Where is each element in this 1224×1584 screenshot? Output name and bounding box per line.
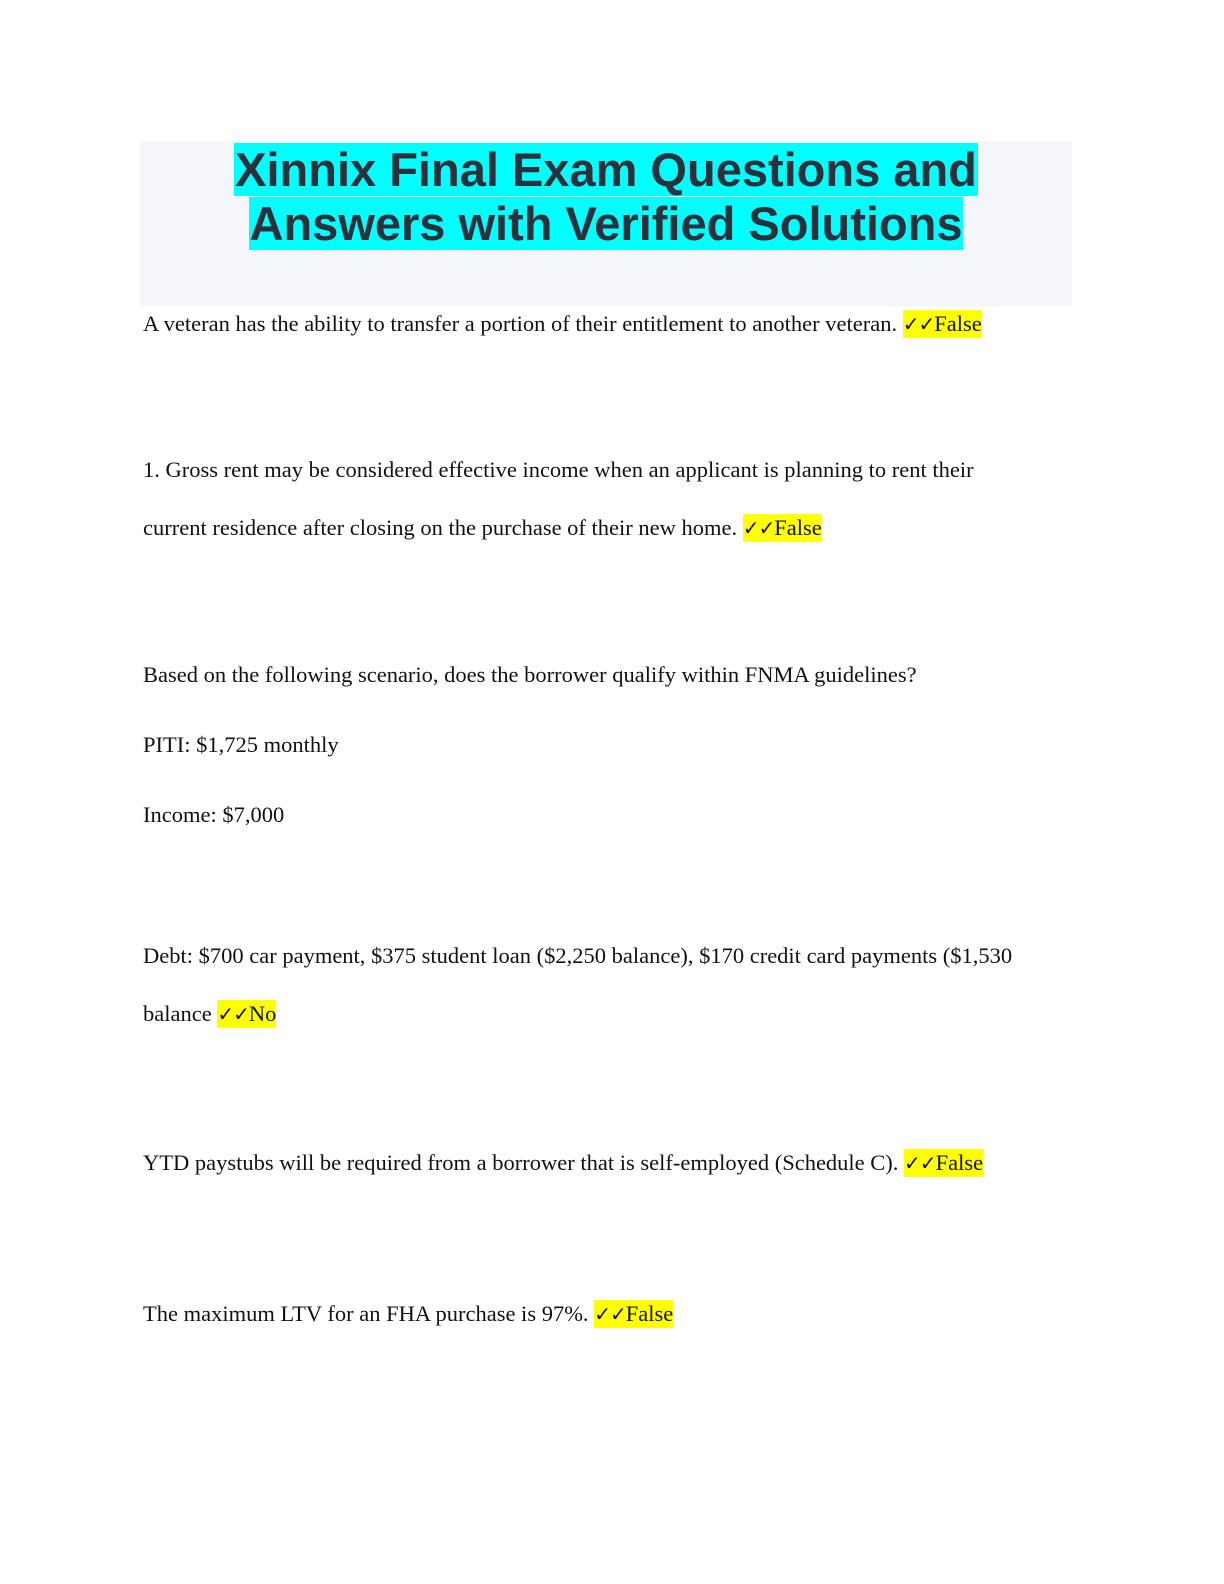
question-text: Debt: $700 car payment, $375 student loan ($2,250 balance), $170 credit card payments ($1,530 — [143, 943, 1013, 968]
check-icon: ✓✓ — [742, 516, 775, 540]
question-3-line-5 — [143, 999, 276, 1029]
question-text: balance — [143, 1001, 212, 1026]
question-5-line-1 — [143, 1299, 673, 1329]
question-text: PITI: $1,725 monthly — [143, 732, 339, 757]
document-title — [140, 143, 1072, 251]
question-4-line-1 — [143, 1148, 983, 1178]
check-icon: ✓✓ — [594, 1302, 626, 1326]
question-3-line-4 — [143, 941, 1012, 971]
answer-badge — [904, 1149, 983, 1177]
answer-text: False — [774, 515, 822, 540]
check-icon: ✓✓ — [217, 1002, 249, 1026]
title-line-1: Xinnix Final Exam Questions and — [235, 143, 977, 196]
answer-text: False — [625, 1301, 674, 1326]
title-block — [140, 141, 1072, 306]
question-2-line-1 — [143, 455, 974, 485]
answer-badge — [594, 1300, 673, 1328]
answer-badge — [903, 310, 982, 338]
question-text: YTD paystubs will be required from a borrower that is self-employed (Schedule C). — [143, 1150, 899, 1175]
answer-text: False — [934, 311, 982, 336]
check-icon: ✓✓ — [904, 1151, 936, 1175]
question-1-line-1 — [143, 309, 982, 339]
question-text: The maximum LTV for an FHA purchase is 97%. — [143, 1301, 589, 1326]
answer-badge — [217, 1000, 276, 1028]
question-text: current residence after closing on the purchase of their new home. — [143, 515, 738, 540]
answer-badge — [743, 514, 822, 542]
question-text: 1. Gross rent may be considered effective income when an applicant is planning to rent their — [143, 457, 974, 482]
question-3-line-1 — [143, 660, 917, 690]
title-line-2: Answers with Verified Solutions — [249, 197, 963, 250]
question-text: A veteran has the ability to transfer a portion of their entitlement to another veteran. — [143, 311, 898, 336]
answer-text: No — [248, 1001, 277, 1026]
question-3-line-2 — [143, 730, 339, 760]
answer-text: False — [935, 1150, 984, 1175]
question-3-line-3 — [143, 800, 284, 830]
question-text: Income: $7,000 — [143, 802, 285, 827]
check-icon: ✓✓ — [902, 312, 935, 336]
question-text: Based on the following scenario, does the borrower qualify within FNMA guidelines? — [143, 662, 917, 687]
question-2-line-2 — [143, 513, 822, 543]
